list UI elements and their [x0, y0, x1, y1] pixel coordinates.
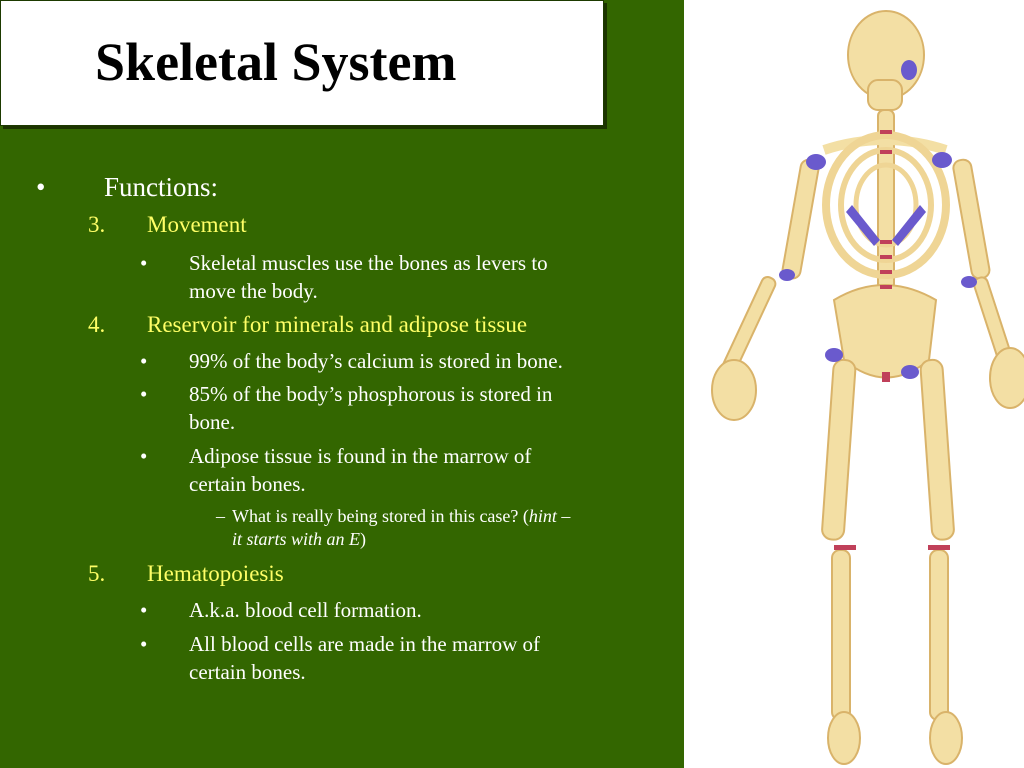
cartilage-right-elbow — [961, 276, 977, 288]
right-femur — [920, 359, 955, 540]
functions-heading: Functions: — [104, 172, 219, 202]
item-number: 4. — [88, 312, 106, 337]
item-label-reservoir: Reservoir for minerals and adipose tissue — [147, 312, 528, 337]
jaw — [868, 80, 902, 110]
sub-bullet-marker: • — [140, 382, 148, 406]
left-femur — [821, 359, 856, 540]
item-label-movement: Movement — [147, 212, 247, 237]
left-foot — [828, 712, 860, 764]
dash-marker: – — [216, 506, 225, 526]
item-number: 3. — [88, 212, 106, 237]
right-tibia — [930, 550, 948, 720]
sub-bullet-text-cont: certain bones. — [189, 472, 306, 496]
dash-tail: ) — [360, 529, 367, 549]
sub-bullet-text: 99% of the body’s calcium is stored in bone. — [189, 349, 563, 373]
sub-bullet-text: All blood cells are made in the marrow of — [189, 632, 541, 656]
sub-bullet-text: Adipose tissue is found in the marrow of — [189, 444, 532, 468]
cartilage-left-hip — [825, 348, 843, 362]
slide-title: Skeletal System — [95, 32, 457, 92]
sub-bullet-marker: • — [140, 251, 148, 275]
sub-bullet-text: Skeletal muscles use the bones as levers to — [189, 251, 548, 275]
sub-bullet-marker: • — [140, 598, 148, 622]
sub-bullet-marker: • — [140, 349, 148, 373]
sub-bullet-text: 85% of the body’s phosphorous is stored in — [189, 382, 553, 406]
sub-bullet-text: A.k.a. blood cell formation. — [189, 598, 422, 622]
dash-text — [232, 505, 570, 528]
right-hand — [990, 348, 1024, 408]
skeleton-figure — [684, 0, 1024, 768]
right-humerus — [952, 158, 991, 279]
item-label-hematopoiesis: Hematopoiesis — [147, 561, 284, 586]
cartilage-right-hip — [901, 365, 919, 379]
hint-italic-cont: it starts with an E — [232, 529, 361, 549]
skeleton-illustration — [684, 0, 1024, 768]
disc — [880, 130, 892, 134]
sub-bullet-text-cont: certain bones. — [189, 660, 306, 684]
cartilage-jaw — [901, 60, 917, 80]
cartilage-right-shoulder — [932, 152, 952, 168]
cartilage-left-shoulder — [806, 154, 826, 170]
cartilage-left-elbow — [779, 269, 795, 281]
sub-bullet-text-cont: bone. — [189, 410, 236, 434]
sub-bullet-marker: • — [140, 632, 148, 656]
dash-text-b: – — [556, 506, 571, 526]
dash-text-a: What is really being stored in this case? ( — [232, 506, 529, 526]
pubic-symphysis — [882, 372, 890, 382]
left-humerus — [781, 158, 820, 279]
item-number: 5. — [88, 561, 106, 586]
sub-bullet-marker: • — [140, 444, 148, 468]
left-knee-cartilage — [834, 545, 856, 550]
hint-italic: hint — [528, 506, 557, 526]
sub-bullet-text-cont: move the body. — [189, 279, 318, 303]
bullet-marker: • — [36, 172, 46, 202]
left-tibia — [832, 550, 850, 720]
right-foot — [930, 712, 962, 764]
dash-text-cont — [232, 528, 366, 551]
left-hand — [712, 360, 756, 420]
right-knee-cartilage — [928, 545, 950, 550]
